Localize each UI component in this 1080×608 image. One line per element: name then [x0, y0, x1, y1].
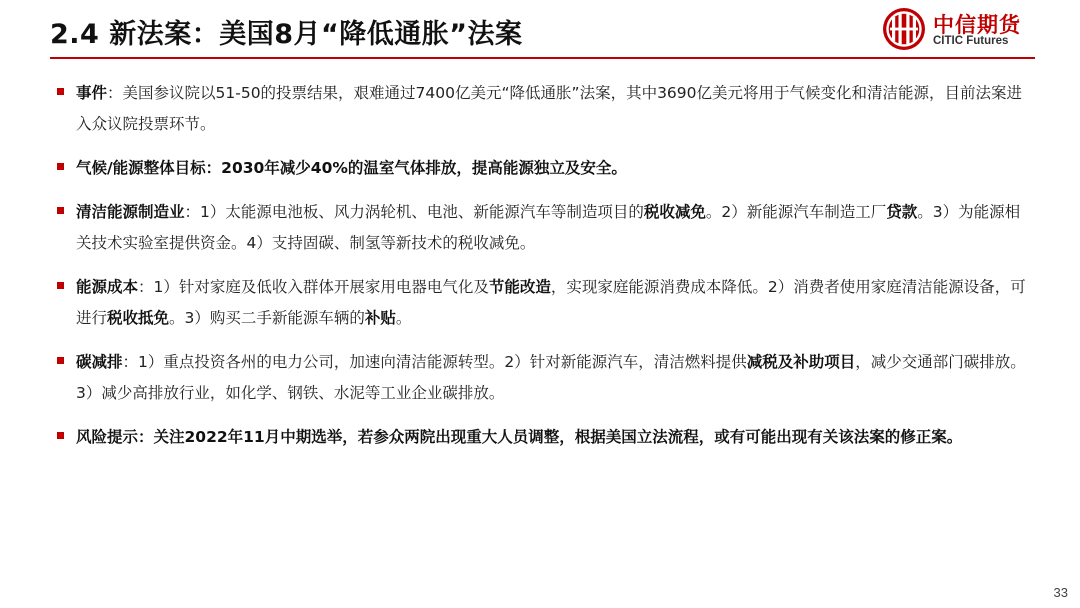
emphasis-text: 税收抵免 — [107, 309, 170, 327]
title-divider — [50, 57, 1035, 59]
logo-english-name: CITIC Futures — [933, 35, 1009, 47]
body-text: ，减少交通部门碳排放。3）减少高排放行业，如化学、钢铁、水泥等工业企业碳排放。 — [76, 353, 1026, 402]
square-bullet-icon — [57, 207, 64, 214]
list-item — [56, 153, 1028, 184]
emphasis-text: 能源成本 — [76, 278, 139, 296]
body-text: 。 — [395, 309, 412, 327]
list-item — [56, 197, 1028, 259]
list-item — [56, 347, 1028, 409]
body-text: 。3）购买二手新能源车辆的 — [169, 309, 365, 327]
list-item-text — [76, 153, 1028, 184]
body-text: ，实现家庭能源消费成本降低。2）消费者使用家庭清洁能源设备，可进行 — [76, 278, 1026, 327]
square-bullet-icon — [57, 88, 64, 95]
emphasis-text: 节能改造 — [488, 278, 551, 296]
emphasis-text: 补贴 — [364, 309, 396, 327]
bullet-list — [56, 78, 1028, 466]
citic-futures-logo — [881, 6, 1031, 52]
list-item — [56, 422, 1028, 453]
body-text: ：1）针对家庭及低收入群体开展家用电器电气化及 — [138, 278, 489, 296]
emphasis-text: 贷款 — [886, 203, 918, 221]
logo-chinese-name: 中信期货 — [933, 13, 1021, 37]
list-item — [56, 272, 1028, 334]
citic-emblem-icon — [881, 6, 927, 52]
page-number: 33 — [1053, 585, 1068, 600]
square-bullet-icon — [57, 432, 64, 439]
body-text: 。2）新能源汽车制造工厂 — [705, 203, 887, 221]
emphasis-text: 清洁能源制造业 — [76, 203, 185, 221]
body-text: ：1）重点投资各州的电力公司，加速向清洁能源转型。2）针对新能源汽车，清洁燃料提供 — [122, 353, 747, 371]
list-item-text — [76, 422, 1028, 453]
emphasis-text: 碳减排 — [76, 353, 123, 371]
body-text: 。3）为能源相关技术实验室提供资金。4）支持固碳、制氢等新技术的税收减免。 — [76, 203, 1021, 252]
list-item-text — [76, 78, 1028, 140]
emphasis-text: 气候/能源整体目标：2030年减少40%的温室气体排放，提高能源独立及安全。 — [76, 159, 627, 177]
square-bullet-icon — [57, 163, 64, 170]
page-title: 2.4 新法案：美国8月“降低通胀”法案 — [50, 19, 523, 50]
list-item — [56, 78, 1028, 140]
list-item-text — [76, 197, 1028, 259]
emphasis-text: 风险提示：关注2022年11月中期选举，若参众两院出现重大人员调整，根据美国立法流程，或有可能出现有关该法案的修正案。 — [76, 428, 963, 446]
body-text: ：美国参议院以51-50的投票结果，艰难通过7400亿美元“降低通胀”法案，其中3690亿美元将用于气候变化和清洁能源，目前法案进入众议院投票环节。 — [76, 84, 1023, 133]
emphasis-text: 减税及补助项目 — [746, 353, 856, 371]
square-bullet-icon — [57, 357, 64, 364]
list-item-text — [76, 347, 1028, 409]
square-bullet-icon — [57, 282, 64, 289]
emphasis-text: 税收减免 — [643, 203, 706, 221]
body-text: ：1）太能源电池板、风力涡轮机、电池、新能源汽车等制造项目的 — [184, 203, 644, 221]
list-item-text — [76, 272, 1028, 334]
emphasis-text: 事件 — [76, 84, 108, 102]
